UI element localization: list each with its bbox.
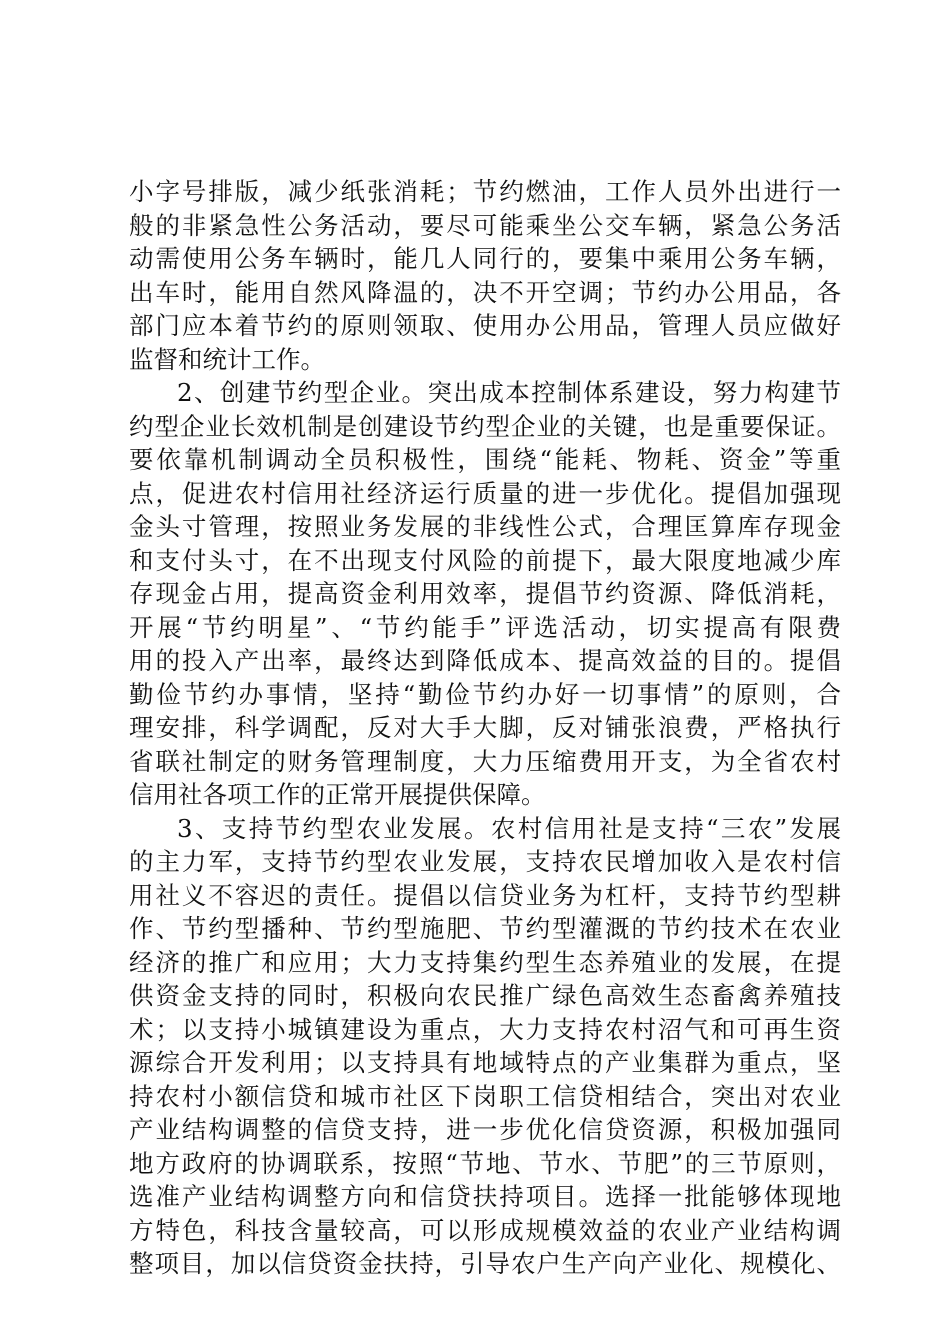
text-line: 方特色，科技含量较高，可以形成规模效益的农业产业结构调 <box>129 1215 841 1245</box>
paragraph-start-line: 2、创建节约型企业。突出成本控制体系建设，努力构建节 <box>177 378 841 407</box>
text-line: 地方政府的协调联系，按照“节地、节水、节肥”的三节原则， <box>129 1148 841 1178</box>
text-line: 般的非紧急性公务活动，要尽可能乘坐公交车辆，紧急公务活 <box>129 210 841 240</box>
text-line: 开展“节约明星”、“节约能手”评选活动，切实提高有限费 <box>129 612 841 642</box>
text-line: 用社义不容迟的责任。提倡以信贷业务为杠杆，支持节约型耕 <box>129 880 841 910</box>
text-line: 出车时，能用自然风降温的，决不开空调；节约办公用品，各 <box>129 277 841 307</box>
text-line: 持农村小额信贷和城市社区下岗职工信贷相结合，突出对农业 <box>129 1081 841 1111</box>
text-line: 监督和统计工作。 <box>129 344 325 374</box>
text-line: 供资金支持的同时，积极向农民推广绿色高效生态畜禽养殖技 <box>129 981 841 1010</box>
text-line: 金头寸管理，按照业务发展的非线性公式，合理匡算库存现金 <box>129 512 841 541</box>
text-line: 动需使用公务车辆时，能几人同行的，要集中乘用公务车辆， <box>129 244 841 273</box>
text-line: 选准产业结构调整方向和信贷扶持项目。选择一批能够体现地 <box>129 1182 841 1211</box>
text-line: 整项目，加以信贷资金扶持，引导农户生产向产业化、规模化、 <box>129 1249 841 1278</box>
text-line: 勤俭节约办事情，坚持“勤俭节约办好一切事情”的原则，合 <box>129 679 841 709</box>
text-line: 部门应本着节约的原则领取、使用办公用品，管理人员应做好 <box>129 311 841 340</box>
text-line: 约型企业长效机制是创建设节约型企业的关键，也是重要保证。 <box>129 411 841 441</box>
text-line: 省联社制定的财务管理制度，大力压缩费用开支，为全省农村 <box>129 746 841 776</box>
text-line: 源综合开发利用；以支持具有地域特点的产业集群为重点，坚 <box>129 1048 841 1077</box>
text-line: 存现金占用，提高资金利用效率，提倡节约资源、降低消耗， <box>129 579 841 608</box>
paragraph-start-line: 3、支持节约型农业发展。农村信用社是支持“三农”发展 <box>177 813 841 843</box>
text-line: 产业结构调整的信贷支持，进一步优化信贷资源，积极加强同 <box>129 1115 841 1144</box>
text-line: 经济的推广和应用；大力支持集约型生态养殖业的发展，在提 <box>129 947 841 977</box>
text-line: 术；以支持小城镇建设为重点，大力支持农村沼气和可再生资 <box>129 1014 841 1044</box>
text-line: 和支付头寸，在不出现支付风险的前提下，最大限度地减少库 <box>129 545 841 575</box>
text-line: 点，促进农村信用社经济运行质量的进一步优化。提倡加强现 <box>129 478 841 508</box>
text-line: 要依靠机制调动全员积极性，围绕“能耗、物耗、资金”等重 <box>129 445 841 474</box>
text-line: 用的投入产出率，最终达到降低成本、提高效益的目的。提倡 <box>129 646 841 675</box>
body-text <box>129 175 841 1281</box>
text-line: 小字号排版，减少纸张消耗；节约燃油，工作人员外出进行一 <box>129 177 841 206</box>
text-line: 的主力军，支持节约型农业发展，支持农民增加收入是农村信 <box>129 847 841 876</box>
text-line: 理安排，科学调配，反对大手大脚，反对铺张浪费，严格执行 <box>129 713 841 742</box>
text-line: 信用社各项工作的正常开展提供保障。 <box>129 780 546 809</box>
text-line: 作、节约型播种、节约型施肥、节约型灌溉的节约技术在农业 <box>129 914 841 943</box>
